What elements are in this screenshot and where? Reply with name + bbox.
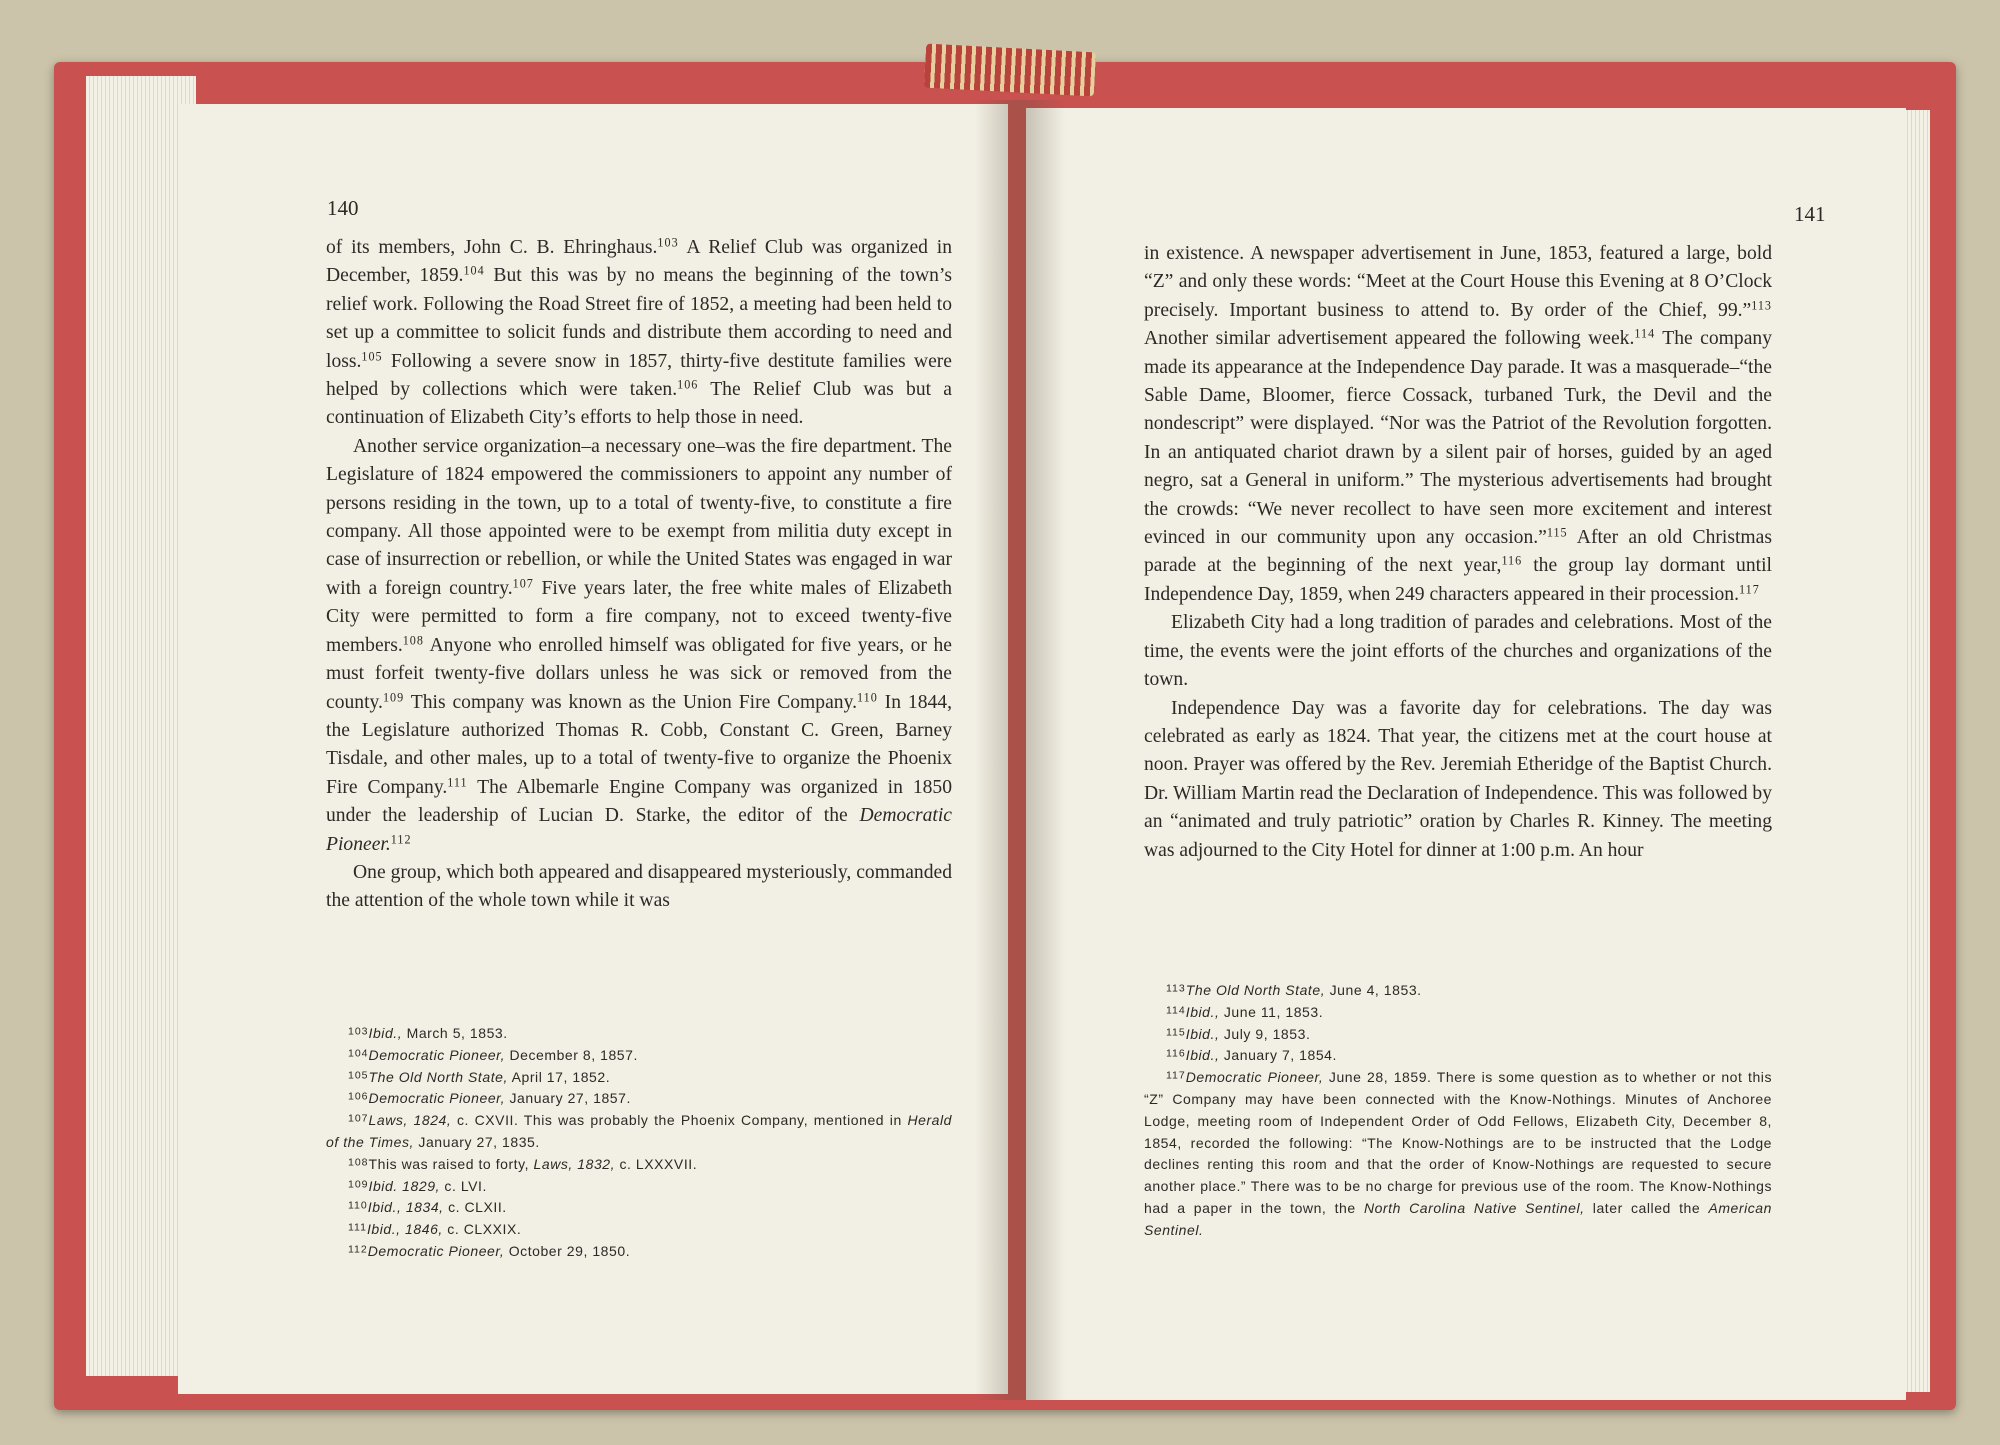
text-run: This was raised to forty, (368, 1155, 534, 1172)
text-run: The Relief Club was but a continuation of Elizabeth City’s efforts to help those in need. (326, 379, 952, 429)
italic-text: Ibid., 1834, (367, 1199, 444, 1216)
footnote-marker: 104 (463, 263, 485, 278)
footnote (326, 1023, 952, 1045)
italic-text: Ibid., (1185, 1003, 1220, 1020)
right-body-text (1144, 240, 1772, 865)
footnote (1144, 1002, 1772, 1024)
paragraph (326, 859, 952, 916)
footnote (1144, 1024, 1772, 1046)
footnote-marker: 111 (447, 775, 468, 790)
footnote-marker: 116 (1501, 553, 1523, 568)
footnote-marker: 112 (348, 1243, 368, 1256)
text-run: April 17, 1852. (507, 1068, 611, 1085)
footnote (326, 1154, 952, 1176)
footnote (326, 1110, 952, 1154)
text-run: Another service organization–a necessary one–was the fire department. The Legislature of 1824 empowered the commissioners to appoint any number of persons residing in the town, up to a total of twenty-five, to constitute a fire company. All those appointed were to be exempt from militia duty except in case of insurrection or rebellion, or while the United States was engaged in war with a foreign country. (326, 435, 952, 599)
paragraph (1144, 609, 1772, 694)
left-page (178, 104, 1008, 1394)
paragraph (1144, 695, 1772, 865)
italic-text: Laws, 1832, (533, 1155, 616, 1172)
text-run: July 9, 1853. (1219, 1025, 1311, 1042)
footnote-marker: 106 (677, 377, 699, 392)
footnote-marker: 106 (348, 1090, 369, 1103)
italic-text: Democratic Pioneer, (368, 1046, 506, 1063)
page-number-right: 141 (1794, 202, 1826, 226)
text-run: October 29, 1850. (504, 1242, 631, 1259)
text-run: March 5, 1853. (402, 1025, 508, 1041)
footnote-marker: 107 (348, 1112, 369, 1125)
footnote-marker: 117 (1166, 1069, 1186, 1082)
text-run: later called the (1584, 1199, 1709, 1216)
text-run: This company was known as the Union Fire Company. (404, 691, 858, 713)
footnote (1144, 1067, 1772, 1241)
headband (924, 44, 1096, 97)
text-run: c. CXVII. This was probably the Phoenix Company, mentioned in (451, 1112, 908, 1129)
footnote-marker: 113 (1751, 298, 1772, 313)
footnote-marker: 111 (348, 1221, 367, 1234)
paragraph (326, 433, 952, 859)
footnote-marker: 108 (348, 1156, 369, 1169)
text-run: Five years later, the free white males of Elizabeth City were permitted to form a fire company, not to exceed twenty-five members. (326, 577, 952, 656)
paragraph (1144, 240, 1772, 609)
footnote-marker: 115 (1166, 1025, 1186, 1038)
footnote (326, 1219, 952, 1241)
italic-text: The Old North State, (368, 1068, 508, 1085)
italic-text: North Carolina Native Sentinel, (1363, 1199, 1585, 1216)
italic-text: Democratic Pioneer, (367, 1242, 505, 1259)
footnote-marker: 113 (1166, 982, 1186, 995)
text-run: The Albemarle Engine Company was organized in 1850 under the leadership of Lucian D. Starke, the editor of the (326, 776, 953, 827)
footnote (326, 1241, 952, 1263)
text-run: the group lay dormant until Independence Day, 1859, when 249 characters appeared in their procession. (1144, 555, 1772, 605)
italic-text: Ibid., (1185, 1025, 1220, 1042)
text-run: January 27, 1857. (505, 1090, 631, 1107)
footnote-marker: 115 (1546, 525, 1568, 540)
gutter-shadow (975, 100, 1065, 1400)
italic-text: Democratic Pioneer, (1185, 1069, 1324, 1086)
left-footnotes (326, 1023, 952, 1263)
text-run: January 27, 1835. (413, 1133, 540, 1150)
right-page (1026, 108, 1906, 1400)
footnote (326, 1176, 952, 1198)
footnote (326, 1045, 952, 1067)
footnote (326, 1197, 952, 1219)
footnote-marker: 114 (1166, 1004, 1186, 1017)
text-run: January 7, 1854. (1219, 1047, 1337, 1064)
footnote-marker: 110 (348, 1199, 368, 1212)
text-run: After an old Christmas parade at the beginning of the next year, (1144, 527, 1772, 577)
text-run: Elizabeth City had a long tradition of parades and celebrations. Most of the time, the events were the joint efforts of the churches and organizations of the town. (1144, 612, 1772, 691)
text-run: June 28, 1859. There is some question as to whether or not this “Z” Company may have been connected with the Know-Nothings. Minutes of Anchoree Lodge, meeting room of Independent Order of Odd Fellows, Elizabeth City, December 8, 1854, recorded the following: “The Know-Nothings are to be instructed that the Lodge declines renting this room and that the order of Know-Nothings are requested to secure another place.” There was to be no charge for previous use of the room. The Know-Nothings had a paper in the town, the (1144, 1069, 1772, 1216)
text-run: c. LVI. (439, 1177, 487, 1194)
italic-text: Ibid., (368, 1025, 403, 1041)
text-run: But this was by no means the beginning of the town’s relief work. Following the Road Street fire of 1852, a meeting had been held to set up a committee to solicit funds and distribute them according to need and loss. (326, 265, 952, 372)
text-run: December 8, 1857. (505, 1046, 638, 1063)
text-run: c. CLXII. (443, 1199, 507, 1216)
text-run: June 11, 1853. (1219, 1003, 1324, 1020)
text-run: c. CLXXIX. (442, 1221, 522, 1238)
footnote-marker: 105 (348, 1068, 369, 1081)
footnote-marker: 114 (1634, 326, 1656, 341)
italic-text: Ibid., 1846, (366, 1221, 443, 1238)
italic-text: American Sentinel. (1144, 1199, 1772, 1238)
text-run: Another similar advertisement appeared the following week. (1144, 328, 1635, 350)
footnote-marker: 103 (348, 1025, 369, 1038)
footnote (326, 1088, 952, 1110)
footnote (1144, 980, 1772, 1002)
left-body-text (326, 234, 952, 916)
text-run: The company made its appearance at the Independence Day parade. It was a masquerade–“the Sable Dame, Bloomer, fierce Cossack, turbaned Turk, the Devil and the nondescript” were displayed. “Nor was the Patriot of the Revolution forgotten. In an antiquated chariot drawn by a silent pair of horses, guided by an aged negro, sat a General in uniform.” The mysterious advertisements had brought the crowds: “We never recollect to have seen more excitement and interest evinced in our community upon any occasion.” (1144, 328, 1772, 549)
page-number-left: 140 (327, 196, 359, 220)
footnote-marker: 103 (657, 235, 679, 250)
italic-text: Democratic Pioneer, (368, 1090, 506, 1107)
italic-text: Laws, 1824, (368, 1112, 452, 1129)
paragraph (326, 234, 952, 433)
text-run: Independence Day was a favorite day for celebrations. The day was celebrated as early as 1824. That year, the citizens met at the court house at noon. Prayer was offered by the Rev. Jeremiah Etheridge of the Baptist Church. Dr. William Martin read the Declaration of Independence. This was followed by an “animated and truly patriotic” oration by Charles R. Kinney. The meeting was adjourned to the City Hotel for dinner at 1:00 p.m. An hour (1144, 697, 1773, 861)
text-run: June 4, 1853. (1325, 982, 1422, 998)
right-footnotes (1144, 980, 1772, 1242)
footnote-marker: 104 (348, 1047, 369, 1060)
text-run: Following a severe snow in 1857, thirty-five destitute families were helped by collections which were taken. (326, 350, 952, 401)
footnote-marker: 109 (382, 689, 405, 704)
footnote-marker: 107 (512, 576, 534, 591)
italic-text: The Old North State, (1185, 982, 1326, 998)
text-run: In 1844, the Legislature authorized Thomas R. Cobb, Constant C. Green, Barney Tisdale, and other males, up to a total of twenty-five to organize the Phoenix Fire Company. (326, 691, 952, 798)
text-run: of its members, John C. B. Ehringhaus. (326, 237, 658, 258)
footnote-marker: 117 (1739, 582, 1760, 597)
footnote (1144, 1045, 1772, 1067)
italic-text: Ibid., (1185, 1047, 1220, 1064)
footnote-marker: 105 (361, 348, 383, 363)
footnote-marker: 108 (402, 633, 424, 648)
footnote (326, 1067, 952, 1089)
footnote-marker: 110 (857, 689, 878, 704)
italic-text: Ibid. 1829, (368, 1177, 440, 1194)
text-run: A Relief Club was organized in December, 1859. (326, 237, 952, 287)
italic-text: Democratic Pioneer. (326, 805, 952, 855)
footnote-marker: 109 (348, 1177, 369, 1190)
text-run: c. LXXXVII. (615, 1155, 698, 1172)
footnote-marker: 116 (1166, 1047, 1186, 1060)
text-run: One group, which both appeared and disappeared mysteriously, commanded the attention of the whole town while it was (326, 861, 952, 912)
footnote-marker: 112 (390, 831, 412, 846)
text-run: Anyone who enrolled himself was obligated for five years, or he must forfeit twenty-five dollars unless he was sick or removed from the county. (326, 634, 952, 713)
text-run: in existence. A newspaper advertisement in June, 1853, featured a large, bold “Z” and only these words: “Meet at the Court House this Evening at 8 O’Clock precisely. Important business to attend to. By order of the Chief, 99.” (1144, 243, 1772, 321)
italic-text: Herald of the Times, (326, 1112, 952, 1150)
